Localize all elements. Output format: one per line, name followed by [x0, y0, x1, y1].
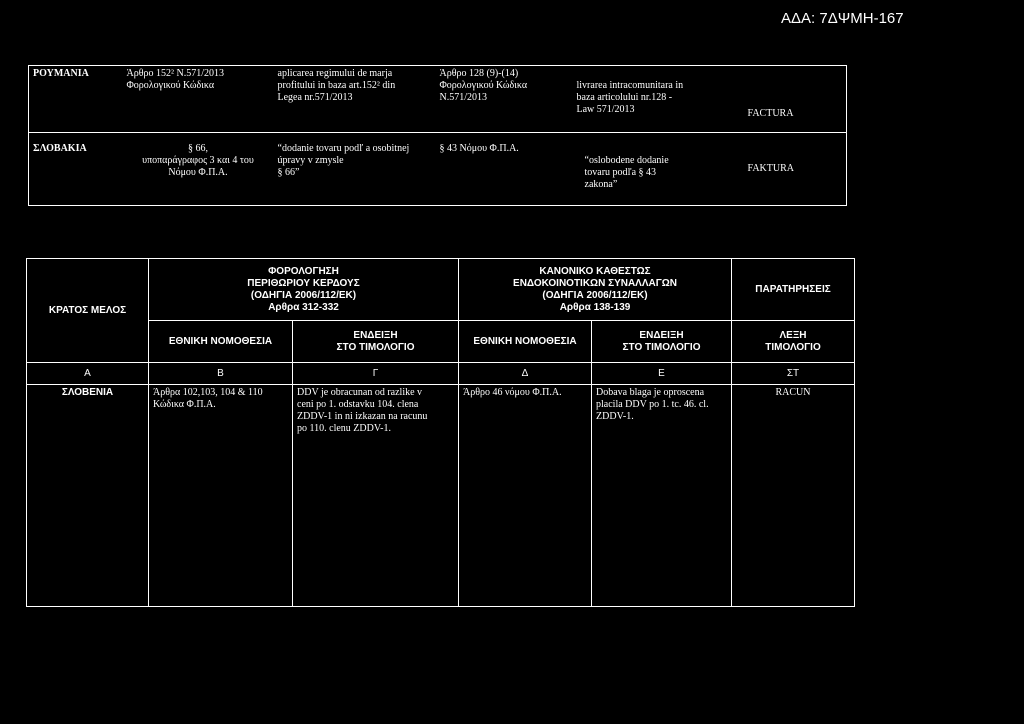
subheader-national-law: ΕΘΝΙΚΗ ΝΟΜΟΘΕΣΙΑ — [459, 321, 592, 363]
national-law-intra: Άρθρο 128 (9)-(14) Φορολογικού Κώδικα Ν.571/2013 — [439, 68, 528, 103]
subheader-invoice-note: ΕΝΔΕΙΞΗ ΣΤΟ ΤΙΜΟΛΟΓΙΟ — [592, 321, 732, 363]
invoice-word: FACTURA — [747, 108, 794, 119]
column-letter: Ε — [592, 363, 732, 385]
invoice-note-text: “oslobodene dodanie tovaru podľa § 43 zakona” — [584, 155, 669, 190]
invoice-note-intra: Dobava blaga je oproscena placila DDV po 1. tc. 46. cl. ZDDV-1. — [592, 385, 732, 607]
invoice-note-text: livrarea intracomunitara in baza articolului nr.128 - Law 571/2013 — [576, 80, 684, 115]
national-law-intra: Άρθρο 46 νόμου Φ.Π.Α. — [459, 385, 592, 607]
document-id: ΑΔΑ: 7ΔΨΜΗ-167 — [781, 10, 904, 27]
subheader-invoice-note: ΕΝΔΕΙΞΗ ΣΤΟ ΤΙΜΟΛΟΓΙΟ — [293, 321, 459, 363]
column-header-remarks: ΠΑΡΑΤΗΡΗΣΕΙΣ — [732, 259, 855, 321]
invoice-note-intra — [573, 66, 847, 133]
column-letter: Δ — [459, 363, 592, 385]
invoice-word: FAKTURA — [747, 163, 794, 174]
column-letter: ΣΤ — [732, 363, 855, 385]
column-letter: Β — [149, 363, 293, 385]
column-header-margin-scheme: ΦΟΡΟΛΟΓΗΣΗ ΠΕΡΙΘΩΡΙΟΥ ΚΕΡΔΟΥΣ (ΟΔΗΓΙΑ 2006/112/ΕΚ) Αρθρα 312-332 — [149, 259, 459, 321]
invoice-note-intra — [573, 133, 847, 206]
table-row — [27, 385, 855, 607]
countries-table-main — [26, 258, 855, 607]
subheader-invoice-word: ΛΕΞΗ ΤΙΜΟΛΟΓΙΟ — [732, 321, 855, 363]
column-letter: Α — [27, 363, 149, 385]
table-row — [29, 66, 847, 133]
column-header-member-state: ΚΡΑΤΟΣ ΜΕΛΟΣ — [27, 259, 149, 363]
country-name: ΡΟΥΜΑΝΙΑ — [33, 68, 89, 79]
invoice-note-margin: DDV je obracunan od razlike v ceni po 1. odstavku 104. clena ZDDV-1 in ni izkazan na racunu po 110. clenu ZDDV-1. — [293, 385, 459, 607]
national-law-margin: Άρθρο 152² Ν.571/2013 Φορολογικού Κώδικα — [126, 68, 224, 91]
table-row — [29, 133, 847, 206]
national-law-margin: § 66, υποπαράγραφος 3 και 4 του Νόμου Φ.Π.Α. — [142, 143, 254, 178]
invoice-note-margin: aplicarea regimului de marja profitului in baza art.152² din Legea nr.571/2013 — [277, 68, 396, 103]
national-law-intra: § 43 Νόμου Φ.Π.Α. — [439, 143, 519, 154]
invoice-word: RACUN — [732, 385, 855, 607]
column-header-intra-community: ΚΑΝΟΝΙΚΟ ΚΑΘΕΣΤΩΣ ΕΝΔΟΚΟΙΝΟΤΙΚΩΝ ΣΥΝΑΛΛΑΓΩΝ (ΟΔΗΓΙΑ 2006/112/ΕΚ) Αρθρα 138-139 — [459, 259, 732, 321]
country-name: ΣΛΟΒΕΝΙΑ — [27, 385, 149, 607]
table-subheader-row — [27, 321, 855, 363]
invoice-note-margin: “dodanie tovaru podľ a osobitnej úpravy v zmysle § 66” — [277, 143, 410, 178]
column-letters-row — [27, 363, 855, 385]
country-name: ΣΛΟΒΑΚΙΑ — [33, 143, 87, 154]
subheader-national-law: ΕΘΝΙΚΗ ΝΟΜΟΘΕΣΙΑ — [149, 321, 293, 363]
national-law-margin: Άρθρα 102,103, 104 & 110 Κώδικα Φ.Π.Α. — [149, 385, 293, 607]
countries-table-top — [28, 65, 847, 206]
table-header-row — [27, 259, 855, 321]
column-letter: Γ — [293, 363, 459, 385]
